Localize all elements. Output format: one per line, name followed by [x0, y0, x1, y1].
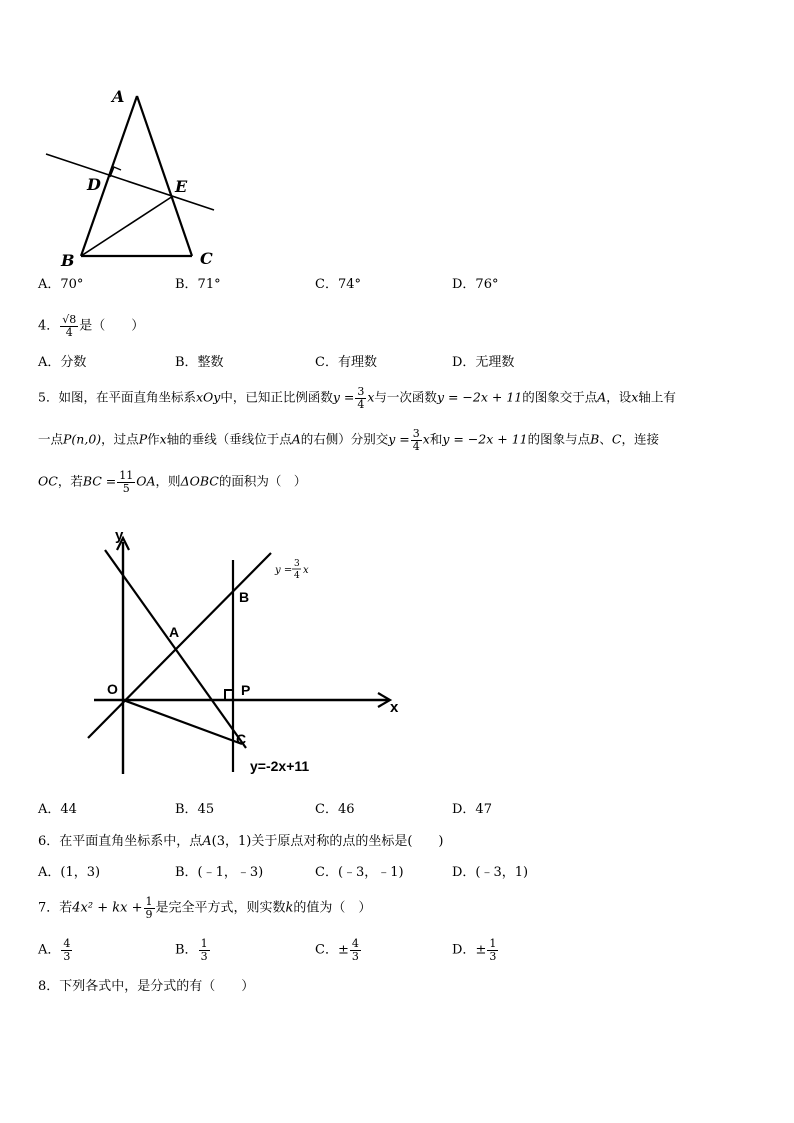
triangle-figure [40, 82, 230, 267]
y-axis-label: y [115, 527, 124, 544]
label-p: P [241, 682, 251, 698]
label-b: B [239, 589, 250, 605]
option-d[interactable]: D．无理数 [452, 355, 515, 370]
svg-text:y =: y = [275, 565, 293, 576]
q8-stem: 8．下列各式中，是分式的有（ ） [38, 979, 255, 994]
option-a[interactable]: A．44 [38, 802, 77, 817]
q7-stem: 7．若4x² + kx + $\frac{1}{9}$ 是完全平方式，则实数k的值为（ ） [38, 895, 372, 921]
label-c: C [236, 731, 247, 747]
label-b: B [61, 251, 75, 267]
svg-text:4: 4 [294, 571, 300, 581]
segment-ac [137, 96, 192, 256]
label-c: C [200, 249, 213, 267]
option-a[interactable]: A．70° [38, 277, 84, 292]
coordinate-figure [80, 520, 410, 780]
option-a[interactable]: A．分数 [38, 355, 87, 370]
svg-text:3: 3 [294, 559, 300, 569]
q4-stem: 4． $\frac{√8}{4}$ 是（ ） [38, 313, 145, 339]
label-o: O [107, 681, 118, 697]
label-a: A [112, 87, 125, 106]
option-b[interactable]: B．(﹣1，﹣3) [175, 865, 264, 880]
label-a: A [169, 624, 180, 640]
option-d[interactable]: D．76° [452, 277, 499, 292]
x-axis-label: x [390, 699, 399, 716]
perpendicular-bisector [46, 154, 214, 210]
option-b[interactable]: B．45 [175, 802, 215, 817]
option-d[interactable]: D．± $\frac{1}{3}$ [452, 937, 497, 963]
segment-oc [123, 700, 242, 744]
line-y-3-4-x [88, 553, 271, 738]
option-c[interactable]: C．(﹣3，﹣1) [315, 865, 404, 880]
q5-stem-line3: OC，若BC = $\frac{11}{5}$ OA，则ΔOBC的面积为（ ） [38, 469, 307, 495]
sqrt8-over-4: $\frac{√8}{4}$ [62, 313, 77, 339]
option-c[interactable]: C．± $\frac{4}{3}$ [315, 937, 359, 963]
label-d: D [87, 175, 101, 194]
option-d[interactable]: D．47 [452, 802, 492, 817]
q6-stem: 6．在平面直角坐标系中，点A(3，1)关于原点对称的点的坐标是( ) [38, 834, 444, 849]
option-c[interactable]: C．46 [315, 802, 355, 817]
segment-be [81, 196, 173, 256]
svg-text:x: x [303, 565, 309, 576]
option-b[interactable]: B．71° [175, 277, 221, 292]
q5-stem-line2: 一点P(n,0)，过点P作x轴的垂线（垂线位于点A的右侧）分别交y = $\frac{3}{4}$ x和y = −2x + 11的图象与点B、C，连接 [38, 427, 659, 453]
option-a[interactable]: A． $\frac{4}{3}$ [38, 937, 71, 963]
option-c[interactable]: C．有理数 [315, 355, 377, 370]
line-label-3-4x [274, 559, 309, 581]
option-c[interactable]: C．74° [315, 277, 361, 292]
q5-stem-line1: 5．如图，在平面直角坐标系xOy中，已知正比例函数y = $\frac{3}{4}$ x与一次函数y = −2x + 11的图象交于点A，设x轴上有 [38, 385, 676, 411]
label-e: E [175, 177, 188, 196]
right-angle-mark [225, 690, 233, 700]
option-a[interactable]: A．(1，3) [38, 865, 101, 880]
line-label-neg2x-11: y=-2x+11 [250, 758, 310, 774]
option-b[interactable]: B． $\frac{1}{3}$ [175, 937, 208, 963]
option-b[interactable]: B．整数 [175, 355, 224, 370]
option-d[interactable]: D．(﹣3，1) [452, 865, 529, 880]
